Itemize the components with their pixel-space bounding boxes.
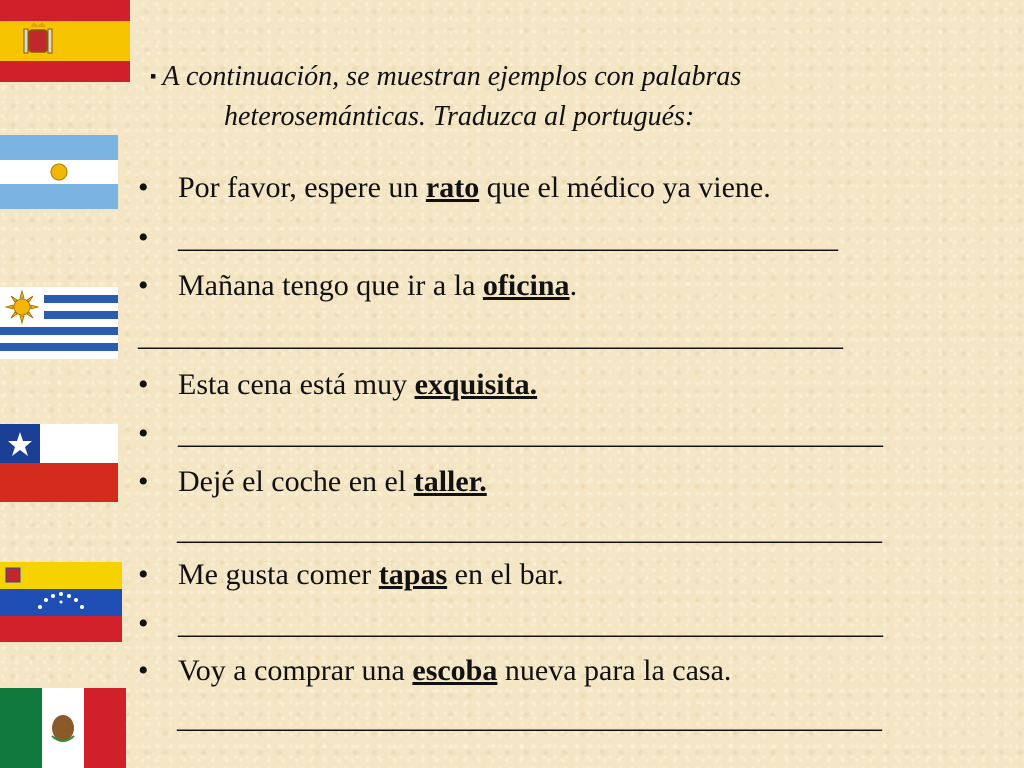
bullet-icon: • xyxy=(138,171,149,204)
answer-blank-5[interactable]: • _______________________________________________ xyxy=(138,607,883,640)
bullet-icon: • xyxy=(138,654,149,687)
bullet-icon: • xyxy=(138,558,149,591)
square-bullet-icon: ▪ xyxy=(150,66,157,86)
uruguay-flag-icon xyxy=(0,287,118,359)
example-sentence-3: • Esta cena está muy exquisita. xyxy=(138,368,538,401)
keyword: taller. xyxy=(413,465,487,498)
chile-flag-icon xyxy=(0,424,118,502)
bullet-icon: • xyxy=(138,221,149,254)
example-sentence-1: • Por favor, espere un rato que el médico ya viene. xyxy=(138,171,771,204)
example-sentence-5: • Me gusta comer tapas en el bar. xyxy=(138,558,564,591)
heading-line-2: heterosemánticas. Traduzca al portugués: xyxy=(224,101,695,132)
answer-blank-3[interactable]: • _______________________________________________ xyxy=(138,417,883,450)
heading-line-1: A continuación, se muestran ejemplos con palabras xyxy=(162,61,742,92)
bullet-icon: • xyxy=(138,417,149,450)
bullet-icon: • xyxy=(138,465,149,498)
argentina-flag-icon xyxy=(0,135,118,209)
keyword: tapas xyxy=(378,558,448,591)
bullet-icon: • xyxy=(138,607,149,640)
instruction-heading xyxy=(150,56,890,137)
keyword: escoba xyxy=(412,654,498,687)
example-sentence-4: • Dejé el coche en el taller. xyxy=(138,465,487,498)
answer-blank-2[interactable]: _______________________________________________ xyxy=(138,319,843,352)
keyword: rato xyxy=(425,171,480,204)
venezuela-flag-icon xyxy=(0,562,122,642)
bullet-icon: • xyxy=(138,269,149,302)
mexico-flag-icon xyxy=(0,688,126,768)
answer-blank-1[interactable]: • ____________________________________________ xyxy=(138,221,838,254)
answer-blank-4[interactable]: _______________________________________________ xyxy=(177,513,882,546)
answer-blank-6[interactable]: _______________________________________________ xyxy=(177,701,882,734)
bullet-icon: • xyxy=(138,368,149,401)
example-sentence-6: • Voy a comprar una escoba nueva para la casa. xyxy=(138,654,732,687)
keyword: oficina xyxy=(482,269,570,302)
example-sentence-2: • Mañana tengo que ir a la oficina. xyxy=(138,269,578,302)
spain-flag-icon xyxy=(0,0,130,82)
keyword: exquisita. xyxy=(414,368,538,401)
